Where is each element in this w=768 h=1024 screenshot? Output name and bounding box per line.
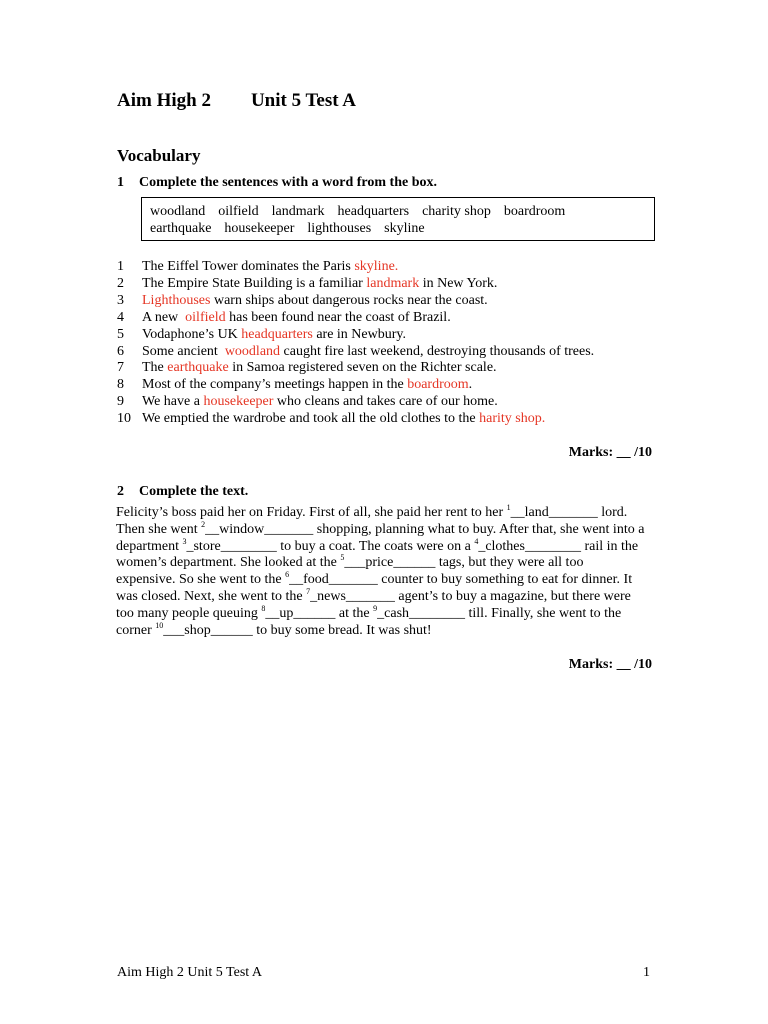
exercise-2-marks: Marks: __ /10 (568, 657, 652, 672)
text-segment: __window_______ shopping, planning what to buy. After that, she went into a department (116, 521, 645, 554)
sentence-before: A new (142, 309, 186, 325)
sentence-row (117, 411, 677, 428)
text-segment: _store________ to buy a coat. The coats were on a (186, 538, 475, 554)
answer-word: earthquake (167, 360, 229, 376)
sentence-text (142, 394, 498, 411)
page-number: 1 (643, 965, 650, 980)
sentence-text (142, 276, 497, 293)
sentence-number: 10 (117, 411, 131, 427)
sentence-number: 9 (117, 394, 124, 410)
text-segment: _news_______ agent’s to buy a magazine, but there were too many people queuing (116, 588, 631, 621)
gap-number: 6 (285, 570, 290, 580)
box-word: woodland (150, 204, 206, 219)
text-segment: __up______ at the (265, 605, 374, 621)
gap-number: 10 (155, 620, 164, 630)
exercise-2-number: 2 (117, 484, 124, 499)
box-word: housekeeper (224, 221, 295, 236)
answer-word: skyline. (354, 259, 399, 274)
sentence-before: The Eiffel Tower dominates the Paris (142, 259, 355, 274)
sentence-number: 2 (117, 275, 124, 291)
footer-title: Aim High 2 Unit 5 Test A (117, 965, 262, 980)
sentence-after: . (468, 377, 473, 393)
box-word: boardroom (503, 204, 566, 219)
box-word: lighthouses (307, 221, 372, 236)
answer-word: boardroom (407, 377, 469, 393)
gap-number: 4 (474, 536, 479, 546)
course-name: Aim High 2 (117, 90, 211, 111)
sentence-row (117, 293, 677, 310)
gap-number: 5 (340, 553, 345, 563)
exercise-1-marks: Marks: __ /10 (568, 445, 652, 460)
sentence-after: has been found near the coast of Brazil. (225, 309, 451, 325)
sentence-after: warn ships about dangerous rocks near the coast. (210, 292, 488, 308)
sentence-before: We have a (142, 394, 204, 410)
exercise-1-instruction (117, 175, 437, 191)
test-name: Unit 5 Test A (250, 90, 357, 111)
text-segment: __food_______ counter to buy something to eat for dinner. It was closed. Next, she went to the (116, 572, 633, 604)
box-word: skyline (384, 221, 425, 236)
gap-number: 1 (506, 503, 511, 512)
word-box-line-2 (150, 220, 646, 237)
exercise-2-instruction (117, 484, 248, 500)
sentence-row (117, 310, 677, 327)
word-box-line-1 (150, 203, 646, 220)
sentence-before: The Empire State Building is a familiar (142, 275, 367, 291)
sentence-before: Some ancient (142, 343, 225, 359)
page-title (117, 90, 356, 112)
word-box (141, 197, 655, 241)
gap-number: 9 (373, 603, 378, 613)
exercise-2-instruction-text: Complete the text. (139, 484, 249, 499)
gap-number: 2 (201, 519, 206, 529)
text-segment: __land_______ lord. Then she went (116, 505, 628, 537)
sentence-text (142, 377, 472, 394)
sentence-number: 5 (117, 326, 124, 342)
sentence-text (142, 259, 398, 276)
gap-number: 7 (306, 586, 311, 596)
sentence-row (117, 259, 677, 276)
box-word: landmark (271, 204, 325, 219)
text-segment: Felicity’s boss paid her on Friday. First of all, she paid her rent to her (116, 505, 507, 520)
sentence-row (117, 344, 677, 361)
sentence-row (117, 276, 677, 293)
sentence-before: We emptied the wardrobe and took all the old clothes to the (142, 411, 480, 427)
sentence-row (117, 377, 677, 394)
sentence-after: who cleans and takes care of our home. (273, 394, 498, 410)
answer-word: Lighthouses (142, 292, 211, 308)
sentence-text (142, 293, 488, 310)
sentence-list (117, 259, 677, 428)
sentence-before: The (142, 360, 168, 376)
sentence-text (142, 310, 451, 327)
sentence-number: 1 (117, 259, 124, 274)
sentence-number: 7 (117, 360, 124, 376)
sentence-text (142, 327, 406, 344)
answer-word: headquarters (241, 326, 313, 342)
exercise-1-number: 1 (117, 175, 124, 190)
sentence-text (142, 411, 545, 428)
gap-number: 8 (261, 603, 266, 613)
sentence-number: 6 (117, 343, 124, 359)
sentence-after: in New York. (419, 275, 498, 291)
exercise-1-instruction-text: Complete the sentences with a word from the box. (139, 175, 437, 190)
sentence-after: caught fire last weekend, destroying thousands of trees. (280, 343, 595, 359)
answer-word: oilfield (185, 309, 226, 325)
box-word: charity shop (422, 204, 491, 219)
text-segment: _cash________ till. Finally, she went to the corner (116, 605, 622, 638)
section-heading: Vocabulary (117, 146, 201, 165)
box-word: earthquake (150, 221, 212, 236)
exercise-2-text (116, 505, 646, 639)
gap-number: 3 (182, 536, 187, 546)
sentence-number: 3 (117, 292, 124, 308)
sentence-number: 4 (117, 309, 124, 325)
sentence-row (117, 394, 677, 411)
answer-word: woodland (224, 343, 281, 359)
sentence-row (117, 360, 677, 377)
sentence-row (117, 327, 677, 344)
answer-word: landmark (366, 275, 420, 291)
box-word: headquarters (337, 204, 410, 219)
sentence-before: Vodaphone’s UK (142, 326, 242, 342)
sentence-after: are in Newbury. (312, 326, 406, 342)
sentence-number: 8 (117, 377, 124, 393)
box-word: oilfield (218, 204, 259, 219)
text-segment: _clothes________ rail in the women’s department. She looked at the (116, 538, 639, 571)
sentence-before: Most of the company’s meetings happen in the (142, 377, 408, 393)
text-segment: ___price______ tags, but they were all too expensive. So she went to the (116, 555, 584, 588)
sentence-after: in Samoa registered seven on the Richter scale. (228, 360, 497, 376)
text-segment: ___shop______ to buy some bread. It was shut! (163, 622, 432, 638)
answer-word: housekeeper (203, 394, 274, 410)
answer-word: harity shop. (479, 411, 546, 427)
sentence-text (142, 344, 594, 361)
sentence-text (142, 360, 497, 377)
